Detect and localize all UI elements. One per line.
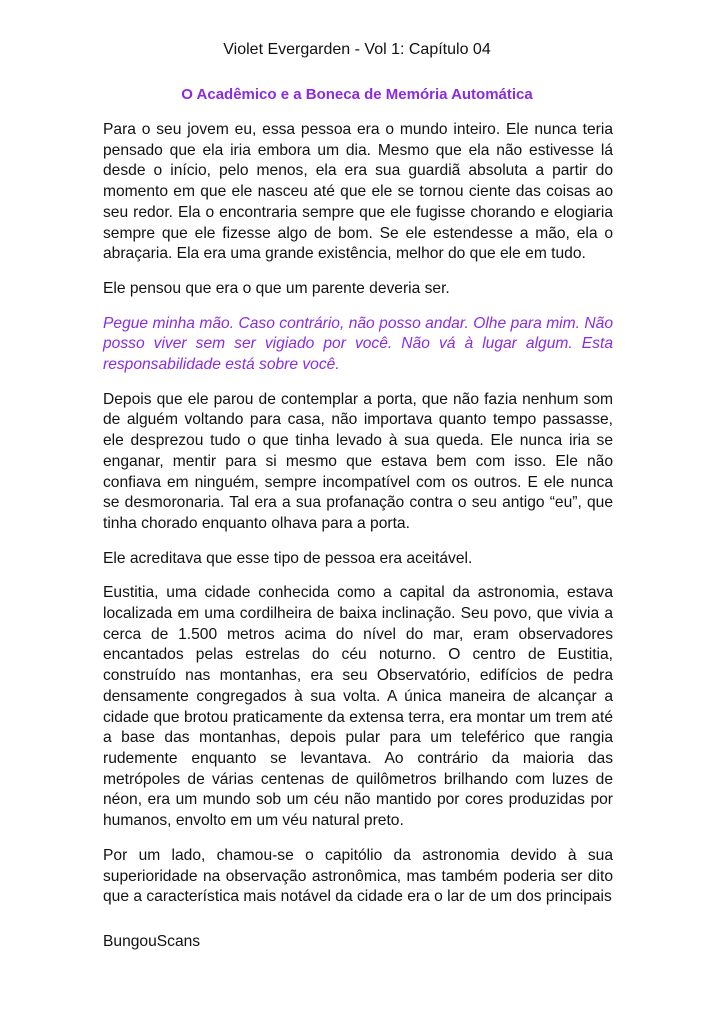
paragraph: Depois que ele parou de contemplar a porta, que não fazia nenhum som de alguém voltando para casa, não importava quanto tempo passasse, ele desprezou tudo o que tinha levado à sua queda. Ele nunca iria se enganar, mentir para si mesmo que estava bem com isso. Ele não confiava em ninguém, sempre incompatível com os outros. E ele nunca se desmoronaria. Tal era a sua profanação contra o seu antigo “eu”, que tinha chorado enquanto olhava para a porta.: [103, 390, 613, 532]
footer-credit: BungouScans: [103, 933, 201, 950]
paragraph: Ele acreditava que esse tipo de pessoa era aceitável.: [103, 549, 473, 567]
paragraph: Ele pensou que era o que um parente deveria ser.: [103, 279, 450, 297]
chapter-title: O Acadêmico e a Boneca de Memória Automática: [181, 86, 533, 103]
paragraph: Eustitia, uma cidade conhecida como a capital da astronomia, estava localizada em uma cordilheira de baixa inclinação. Seu povo, que vivia a cerca de 1.500 metros acima do nível do mar, eram observadores encantados pelas estrelas do céu noturno. O centro de Eustitia, construído nas montanhas, era seu Observatório, edifícios de pedra densamente congregados à sua volta. A única maneira de alcançar a cidade que brotou praticamente da extensa terra, era montar um trem até a base das montanhas, depois pular para um teleférico que rangia rudemente enquanto se levantava. Ao contrário da maioria das metrópoles de várias centenas de quilômetros brilhando com luzes de néon, era um mundo sob um céu não mantido por cores produzidas por humanos, envolto em um véu natural preto.: [103, 584, 613, 830]
paragraph: Para o seu jovem eu, essa pessoa era o mundo inteiro. Ele nunca teria pensado que ela iria embora um dia. Mesmo que ela não estivesse lá desde o início, pelo menos, ela era sua guardiã absoluta a partir do momento em que ele nasceu até que ele se tornou ciente das coisas ao seu redor. Ela o encontraria sempre que ele fugisse chorando e elogiaria sempre que ele fizesse algo de bom. Se ele estendesse a mão, ela o abraçaria. Ela era uma grande existência, melhor do que ele em tudo.: [103, 121, 613, 263]
italic-quote-paragraph: Pegue minha mão. Caso contrário, não posso andar. Olhe para mim. Não posso viver sem ser vigiado por você. Não vá à lugar algum. Esta responsabilidade está sobre você.: [103, 314, 613, 374]
body-text: [103, 120, 613, 922]
running-header: Violet Evergarden - Vol 1: Capítulo 04: [223, 41, 491, 58]
paragraph: Por um lado, chamou-se o capitólio da astronomia devido à sua superioridade na observação astronômica, mas também poderia ser dito que a característica mais notável da cidade era o lar de um dos principais: [103, 846, 613, 906]
